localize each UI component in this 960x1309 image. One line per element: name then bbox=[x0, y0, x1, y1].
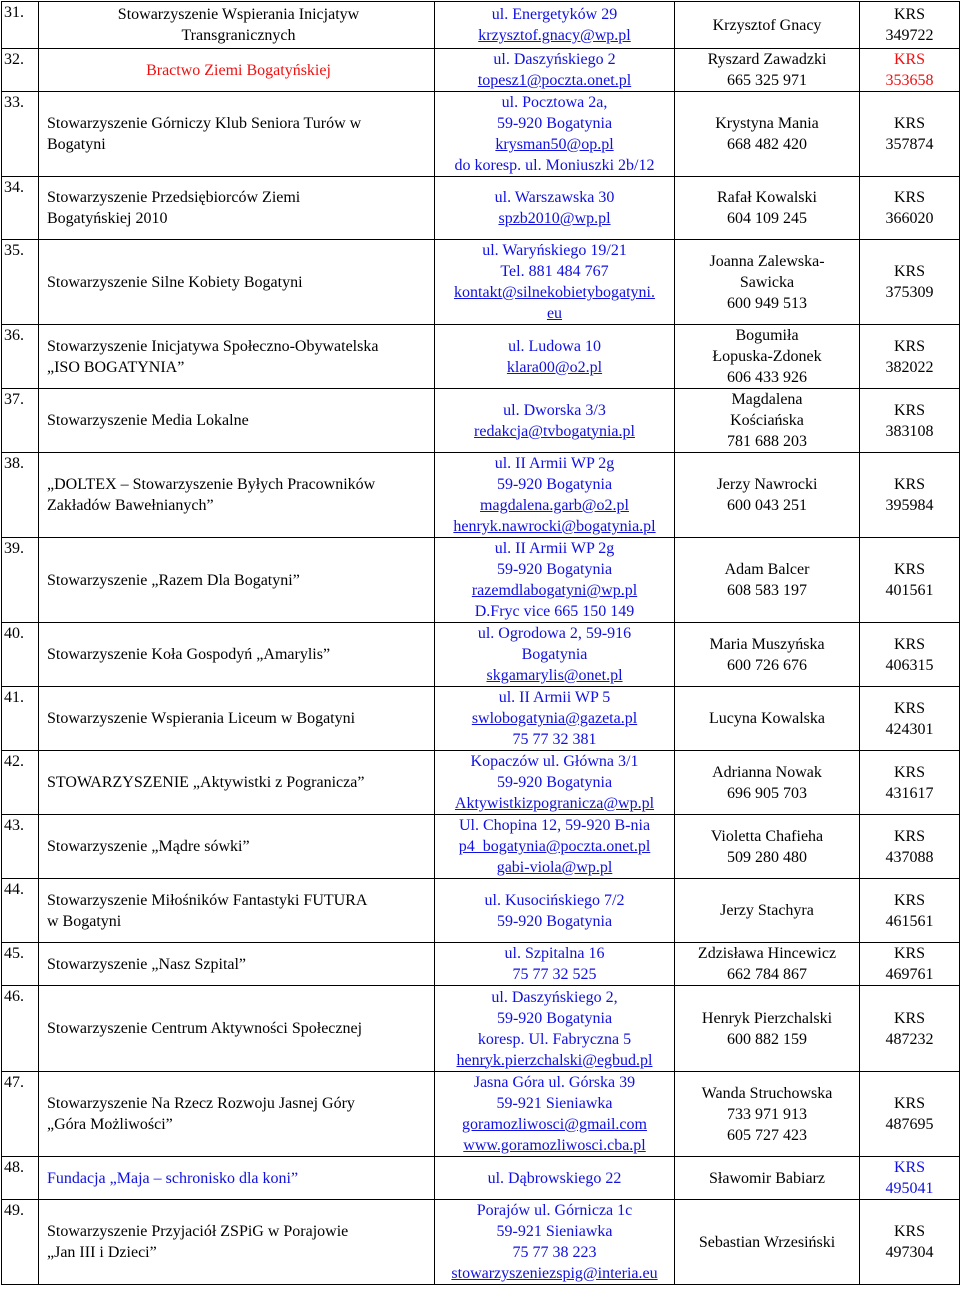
krs-number bbox=[860, 623, 960, 687]
address-cell bbox=[435, 325, 675, 389]
address-line: Bogatynia bbox=[521, 646, 588, 663]
krs-label: KRS bbox=[893, 51, 926, 68]
contact-line: 600 949 513 bbox=[727, 294, 807, 312]
krs-value: 431617 bbox=[885, 784, 934, 802]
row-number: 47. bbox=[2, 1072, 39, 1157]
email-link[interactable]: skgamarylis@onet.pl bbox=[486, 667, 623, 684]
organization-name bbox=[39, 49, 435, 92]
table-row bbox=[2, 92, 960, 177]
krs-number bbox=[860, 177, 960, 240]
address-cell bbox=[435, 1157, 675, 1200]
krs-number bbox=[860, 49, 960, 92]
email-link[interactable]: redakcja@tvbogatynia.pl bbox=[474, 422, 635, 440]
row-number: 31. bbox=[2, 2, 39, 49]
krs-number bbox=[860, 1200, 960, 1285]
address-cell bbox=[435, 240, 675, 325]
organization-name-line: Stowarzyszenie Inicjatywa Społeczno-Obywatelska bbox=[47, 337, 379, 355]
organization-name-line: Stowarzyszenie Górniczy Klub Seniora Turów w bbox=[47, 115, 362, 132]
address-line: ul. Kusocińskiego 7/2 bbox=[484, 891, 625, 909]
organization-name-line: Stowarzyszenie Przedsiębiorców Ziemi bbox=[47, 189, 301, 206]
table-body bbox=[2, 2, 960, 1285]
krs-label: KRS bbox=[893, 189, 926, 206]
organization-name-line: Stowarzyszenie Media Lokalne bbox=[47, 412, 249, 429]
organization-name bbox=[39, 177, 435, 240]
contact-line: Adrianna Nowak bbox=[712, 763, 822, 781]
krs-value: 406315 bbox=[885, 656, 934, 674]
krs-value: 487232 bbox=[885, 1030, 934, 1048]
krs-number bbox=[860, 943, 960, 986]
krs-value: 349722 bbox=[885, 27, 934, 44]
address-line: ul. Daszyńskiego 2, bbox=[491, 988, 618, 1006]
address-cell bbox=[435, 687, 675, 751]
table-row bbox=[2, 1072, 960, 1157]
address-line: 59-920 Bogatynia bbox=[496, 561, 613, 578]
contact-person bbox=[675, 687, 860, 751]
row-number: 34. bbox=[2, 177, 39, 240]
email-link[interactable]: razemdlabogatyni@wp.pl bbox=[471, 582, 638, 599]
contact-line: 604 109 245 bbox=[727, 210, 807, 227]
email-link[interactable]: krysman50@op.pl bbox=[495, 136, 614, 153]
address-cell bbox=[435, 943, 675, 986]
contact-line: Lucyna Kowalska bbox=[709, 710, 825, 727]
krs-value: 437088 bbox=[885, 848, 934, 866]
row-number: 36. bbox=[2, 325, 39, 389]
contact-person bbox=[675, 986, 860, 1072]
krs-number bbox=[860, 751, 960, 815]
contact-person bbox=[675, 49, 860, 92]
address-line: 75 77 32 525 bbox=[512, 966, 597, 983]
address-line: ul. Energetyków 29 bbox=[491, 6, 618, 23]
organization-name-line: „Góra Możliwości” bbox=[47, 1116, 173, 1133]
krs-value: 357874 bbox=[885, 136, 934, 153]
krs-number bbox=[860, 240, 960, 325]
contact-line: Henryk Pierzchalski bbox=[701, 1009, 833, 1027]
email-link[interactable]: magdalena.garb@o2.pl bbox=[480, 497, 629, 514]
email-link[interactable]: p4_bogatynia@poczta.onet.pl bbox=[458, 838, 651, 855]
organization-name-line: w Bogatyni bbox=[47, 912, 122, 930]
krs-value: 382022 bbox=[885, 358, 934, 376]
organization-name bbox=[39, 751, 435, 815]
row-number: 35. bbox=[2, 240, 39, 325]
contact-person bbox=[675, 453, 860, 538]
contact-person bbox=[675, 751, 860, 815]
krs-value: 495041 bbox=[885, 1180, 934, 1197]
address-line: ul. Szpitalna 16 bbox=[504, 945, 605, 962]
contact-line: 781 688 203 bbox=[727, 433, 807, 450]
krs-label: KRS bbox=[893, 476, 926, 493]
organization-name-line: Stowarzyszenie Wspierania Inicjatyw bbox=[117, 6, 360, 23]
email-link[interactable]: henryk.pierzchalski@egbud.pl bbox=[456, 1051, 653, 1069]
krs-label: KRS bbox=[893, 891, 926, 909]
contact-line: Adam Balcer bbox=[724, 561, 810, 578]
row-number: 41. bbox=[2, 687, 39, 751]
krs-value: 461561 bbox=[885, 912, 934, 930]
organization-name-line: Fundacja „Maja – schronisko dla koni” bbox=[47, 1169, 299, 1187]
krs-label: KRS bbox=[893, 115, 926, 132]
address-line: 75 77 32 381 bbox=[512, 731, 597, 748]
krs-value: 401561 bbox=[885, 582, 934, 599]
krs-number bbox=[860, 92, 960, 177]
address-cell bbox=[435, 623, 675, 687]
krs-value: 487695 bbox=[885, 1116, 934, 1133]
table-row bbox=[2, 1200, 960, 1285]
organization-name bbox=[39, 92, 435, 177]
contact-line: 662 784 867 bbox=[727, 966, 807, 983]
krs-number bbox=[860, 389, 960, 453]
address-cell bbox=[435, 2, 675, 49]
organization-name bbox=[39, 1200, 435, 1285]
organization-name-line: Zakładów Bawełnianych” bbox=[47, 497, 214, 514]
email-link[interactable]: topesz1@poczta.onet.pl bbox=[477, 72, 632, 89]
krs-label: KRS bbox=[893, 827, 926, 845]
address-cell bbox=[435, 177, 675, 240]
address-cell bbox=[435, 92, 675, 177]
krs-number bbox=[860, 687, 960, 751]
address-cell bbox=[435, 538, 675, 623]
contact-line: Jerzy Nawrocki bbox=[716, 476, 818, 493]
organization-name bbox=[39, 879, 435, 943]
email-link[interactable]: Aktywistkizpogranicza@wp.pl bbox=[454, 795, 655, 812]
row-number: 45. bbox=[2, 943, 39, 986]
krs-value: 383108 bbox=[885, 422, 934, 440]
address-line: 59-920 Bogatynia bbox=[496, 115, 613, 132]
address-line: 59-921 Sieniawka bbox=[496, 1223, 613, 1240]
row-number: 49. bbox=[2, 1200, 39, 1285]
email-link[interactable]: klara00@o2.pl bbox=[506, 358, 603, 376]
address-cell bbox=[435, 453, 675, 538]
organization-name-line: „Jan III i Dzieci” bbox=[47, 1244, 157, 1261]
email-link[interactable]: gabi-viola@wp.pl bbox=[496, 859, 613, 876]
contact-person bbox=[675, 2, 860, 49]
krs-value: 375309 bbox=[885, 284, 934, 301]
contact-line: Violetta Chafieha bbox=[710, 827, 824, 845]
email-link[interactable]: eu bbox=[546, 305, 563, 322]
table-row bbox=[2, 538, 960, 623]
organization-name-line: Stowarzyszenie „Razem Dla Bogatyni” bbox=[47, 571, 300, 589]
contact-line: 608 583 197 bbox=[727, 582, 807, 599]
contact-line: Bogumiła bbox=[735, 327, 799, 344]
contact-line: Rafał Kowalski bbox=[717, 189, 817, 206]
contact-line: Wanda Struchowska bbox=[701, 1084, 833, 1102]
table-row bbox=[2, 623, 960, 687]
address-cell bbox=[435, 815, 675, 879]
contact-line: Krzysztof Gnacy bbox=[712, 16, 822, 34]
organization-name-line: Stowarzyszenie Przyjaciół ZSPiG w Porajowie bbox=[47, 1223, 349, 1240]
address-line: ul. Warszawska 30 bbox=[494, 189, 615, 206]
krs-label: KRS bbox=[893, 337, 926, 355]
address-line: ul. Pocztowa 2a, bbox=[501, 94, 608, 111]
table-row bbox=[2, 389, 960, 453]
table-row bbox=[2, 1157, 960, 1200]
organization-name-line: STOWARZYSZENIE „Aktywistki z Pogranicza” bbox=[47, 774, 365, 791]
address-line: Tel. 881 484 767 bbox=[500, 263, 609, 280]
email-link[interactable]: spzb2010@wp.pl bbox=[498, 210, 611, 227]
organization-name-line: Stowarzyszenie Wspierania Liceum w Bogatyni bbox=[47, 710, 356, 727]
krs-number bbox=[860, 453, 960, 538]
organization-name bbox=[39, 453, 435, 538]
table-row bbox=[2, 751, 960, 815]
address-line: Porajów ul. Górnicza 1c bbox=[476, 1202, 633, 1219]
address-line: do koresp. ul. Moniuszki 2b/12 bbox=[454, 157, 655, 174]
krs-value: 497304 bbox=[885, 1244, 934, 1261]
krs-number bbox=[860, 1157, 960, 1200]
address-line: Jasna Góra ul. Górska 39 bbox=[473, 1074, 636, 1091]
contact-line: Sawicka bbox=[739, 273, 795, 291]
contact-line: Jerzy Stachyra bbox=[720, 902, 814, 919]
organization-name-line: Stowarzyszenie Na Rzecz Rozwoju Jasnej Góry bbox=[47, 1095, 355, 1112]
contact-line: 606 433 926 bbox=[727, 369, 807, 386]
address-line: Ul. Chopina 12, 59-920 B-nia bbox=[458, 817, 651, 834]
table-row bbox=[2, 325, 960, 389]
contact-person bbox=[675, 538, 860, 623]
organization-name bbox=[39, 623, 435, 687]
contact-person bbox=[675, 943, 860, 986]
contact-person bbox=[675, 1200, 860, 1285]
krs-number bbox=[860, 879, 960, 943]
organization-name bbox=[39, 325, 435, 389]
address-line: D.Fryc vice 665 150 149 bbox=[474, 603, 635, 620]
krs-value: 424301 bbox=[885, 720, 934, 738]
krs-label: KRS bbox=[893, 263, 926, 280]
krs-label: KRS bbox=[893, 1159, 926, 1176]
address-cell bbox=[435, 49, 675, 92]
contact-line: 600 726 676 bbox=[727, 656, 807, 674]
krs-label: KRS bbox=[893, 699, 926, 717]
contact-person bbox=[675, 879, 860, 943]
address-line: Kopaczów ul. Główna 3/1 bbox=[470, 753, 639, 770]
address-line: 59-920 Bogatynia bbox=[496, 476, 613, 493]
table-row bbox=[2, 177, 960, 240]
row-number: 32. bbox=[2, 49, 39, 92]
contact-line: Magdalena bbox=[731, 391, 803, 408]
email-link[interactable]: kontakt@silnekobietybogatyni. bbox=[454, 284, 655, 301]
krs-number bbox=[860, 2, 960, 49]
table-row bbox=[2, 943, 960, 986]
contact-line: Zdzisława Hincewicz bbox=[697, 945, 837, 962]
krs-value: 353658 bbox=[885, 72, 934, 89]
contact-person bbox=[675, 177, 860, 240]
contact-person bbox=[675, 92, 860, 177]
organization-name-line: Transgranicznych bbox=[181, 27, 296, 44]
email-link[interactable]: swlobogatynia@gazeta.pl bbox=[471, 710, 638, 727]
row-number: 43. bbox=[2, 815, 39, 879]
address-line: koresp. Ul. Fabryczna 5 bbox=[477, 1030, 632, 1048]
address-line: 59-920 Bogatynia bbox=[496, 1009, 613, 1027]
contact-person bbox=[675, 240, 860, 325]
contact-line: 600 882 159 bbox=[727, 1030, 807, 1048]
table-row bbox=[2, 815, 960, 879]
row-number: 38. bbox=[2, 453, 39, 538]
contact-line: Ryszard Zawadzki bbox=[707, 51, 827, 68]
contact-line: Krystyna Mania bbox=[715, 115, 819, 132]
address-cell bbox=[435, 986, 675, 1072]
row-number: 39. bbox=[2, 538, 39, 623]
address-cell bbox=[435, 751, 675, 815]
address-line: ul. Ludowa 10 bbox=[508, 337, 601, 355]
krs-label: KRS bbox=[893, 1009, 926, 1027]
organization-name-line: Bogatyni bbox=[47, 136, 106, 153]
organization-name-line: Bractwo Ziemi Bogatyńskiej bbox=[146, 61, 331, 79]
address-line: ul. II Armii WP 2g bbox=[494, 455, 615, 472]
contact-line: 696 905 703 bbox=[727, 784, 807, 802]
krs-label: KRS bbox=[893, 945, 926, 962]
address-cell bbox=[435, 389, 675, 453]
krs-value: 395984 bbox=[885, 497, 934, 514]
krs-label: KRS bbox=[893, 763, 926, 781]
contact-line: Łopuska-Zdonek bbox=[712, 348, 822, 365]
table-row bbox=[2, 2, 960, 49]
address-line: ul. Daszyńskiego 2 bbox=[493, 51, 616, 68]
row-number: 42. bbox=[2, 751, 39, 815]
organization-name bbox=[39, 240, 435, 325]
organization-name-line: „DOLTEX – Stowarzyszenie Byłych Pracowników bbox=[47, 476, 376, 493]
krs-value: 469761 bbox=[885, 966, 934, 983]
organization-name-line: Stowarzyszenie Miłośników Fantastyki FUTURA bbox=[47, 891, 368, 909]
email-link[interactable]: goramozliwosci@gmail.com bbox=[462, 1116, 647, 1133]
contact-person bbox=[675, 623, 860, 687]
address-cell bbox=[435, 879, 675, 943]
row-number: 33. bbox=[2, 92, 39, 177]
table-row bbox=[2, 879, 960, 943]
krs-number bbox=[860, 986, 960, 1072]
contact-person bbox=[675, 1072, 860, 1157]
organization-name-line: Stowarzyszenie Centrum Aktywności Społecznej bbox=[47, 1020, 363, 1037]
krs-label: KRS bbox=[893, 635, 926, 653]
table-row bbox=[2, 453, 960, 538]
krs-number bbox=[860, 1072, 960, 1157]
contact-line: Maria Muszyńska bbox=[709, 635, 825, 653]
organization-name-line: Stowarzyszenie „Mądre sówki” bbox=[47, 838, 250, 855]
organization-name bbox=[39, 815, 435, 879]
krs-label: KRS bbox=[893, 401, 926, 419]
contact-person bbox=[675, 815, 860, 879]
row-number: 40. bbox=[2, 623, 39, 687]
table-row bbox=[2, 687, 960, 751]
krs-label: KRS bbox=[893, 561, 926, 578]
address-cell bbox=[435, 1072, 675, 1157]
table-row bbox=[2, 240, 960, 325]
contact-line: 733 971 913 bbox=[727, 1105, 807, 1123]
table-row bbox=[2, 49, 960, 92]
row-number: 44. bbox=[2, 879, 39, 943]
organization-name-line: Stowarzyszenie Silne Kobiety Bogatyni bbox=[47, 273, 303, 291]
address-line: ul. Dąbrowskiego 22 bbox=[487, 1169, 622, 1187]
address-line: ul. Ogrodowa 2, 59-916 bbox=[477, 625, 632, 642]
contact-person bbox=[675, 389, 860, 453]
email-link[interactable]: krzysztof.gnacy@wp.pl bbox=[478, 27, 631, 44]
organizations-table bbox=[1, 1, 960, 1285]
organization-name bbox=[39, 1157, 435, 1200]
organization-name-line: Bogatyńskiej 2010 bbox=[47, 210, 168, 227]
contact-person bbox=[675, 1157, 860, 1200]
address-line: ul. II Armii WP 2g bbox=[494, 540, 615, 557]
contact-line: 600 043 251 bbox=[727, 497, 807, 514]
address-line: 75 77 38 223 bbox=[512, 1244, 597, 1261]
row-number: 37. bbox=[2, 389, 39, 453]
contact-line: Kościańska bbox=[730, 412, 804, 429]
organization-name bbox=[39, 389, 435, 453]
organization-name bbox=[39, 2, 435, 49]
email-link[interactable]: stowarzyszeniezspig@interia.eu bbox=[451, 1265, 658, 1282]
address-line: ul. Waryńskiego 19/21 bbox=[482, 242, 627, 259]
krs-number bbox=[860, 538, 960, 623]
organization-name bbox=[39, 687, 435, 751]
organization-name-line: Stowarzyszenie „Nasz Szpital” bbox=[47, 955, 247, 973]
contact-line: Joanna Zalewska- bbox=[709, 252, 825, 270]
krs-label: KRS bbox=[893, 1095, 926, 1112]
krs-label: KRS bbox=[893, 1223, 926, 1240]
contact-line: 605 727 423 bbox=[727, 1126, 807, 1144]
krs-value: 366020 bbox=[885, 210, 934, 227]
krs-number bbox=[860, 325, 960, 389]
organization-name bbox=[39, 986, 435, 1072]
address-line: 59-921 Sieniawka bbox=[496, 1095, 613, 1112]
address-cell bbox=[435, 1200, 675, 1285]
organization-name bbox=[39, 943, 435, 986]
address-line: 59-920 Bogatynia bbox=[496, 774, 613, 791]
contact-line: 509 280 480 bbox=[727, 848, 807, 866]
address-line: ul. II Armii WP 5 bbox=[498, 689, 611, 706]
address-line: ul. Dworska 3/3 bbox=[503, 401, 606, 419]
contact-line: Sławomir Babiarz bbox=[709, 1169, 825, 1187]
contact-line: 665 325 971 bbox=[727, 72, 807, 89]
krs-number bbox=[860, 815, 960, 879]
row-number: 48. bbox=[2, 1157, 39, 1200]
organization-name bbox=[39, 1072, 435, 1157]
table-row bbox=[2, 986, 960, 1072]
organization-name-line: Stowarzyszenie Koła Gospodyń „Amarylis” bbox=[47, 646, 331, 663]
row-number: 46. bbox=[2, 986, 39, 1072]
address-line: 59-920 Bogatynia bbox=[496, 912, 613, 930]
email-link[interactable]: www.goramozliwosci.cba.pl bbox=[463, 1137, 646, 1154]
contact-person bbox=[675, 325, 860, 389]
contact-line: Sebastian Wrzesiński bbox=[698, 1233, 836, 1251]
krs-label: KRS bbox=[893, 6, 926, 23]
email-link[interactable]: henryk.nawrocki@bogatynia.pl bbox=[453, 518, 656, 535]
organization-name bbox=[39, 538, 435, 623]
contact-line: 668 482 420 bbox=[727, 136, 807, 153]
organization-name-line: „ISO BOGATYNIA” bbox=[47, 358, 185, 376]
